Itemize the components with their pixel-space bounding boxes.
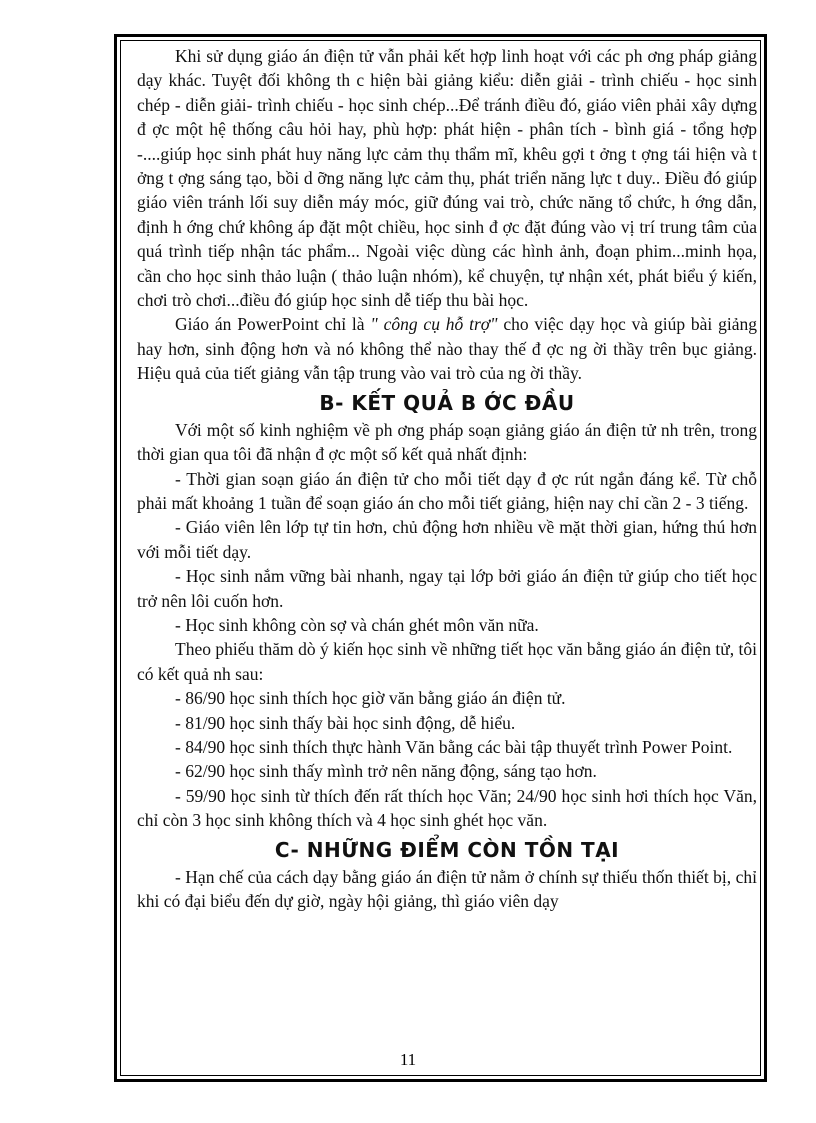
paragraph-ppt (137, 312, 757, 385)
section-heading-c: C- NHỮNG ĐIỂM CÒN TỒN TẠI (274, 837, 620, 862)
list-item: - Học sinh nắm vững bài nhanh, ngay tại lớp bởi giáo án điện tử giúp cho tiết học trở nên lôi cuốn hơn. (137, 566, 757, 611)
list-item: - Giáo viên lên lớp tự tin hơn, chủ động hơn nhiều về mặt thời gian, hứng thú hơn với mỗi tiết dạy. (137, 517, 757, 562)
italic-quote: " công cụ hỗ trợ" (370, 314, 498, 335)
list-item: - Thời gian soạn giáo án điện tử cho mỗi tiết dạy đ ợc rút ngắn đáng kể. Từ chỗ phải mất khoảng 1 tuần để soạn giáo án cho mỗi tiết giảng, hiện nay chỉ cần 2 - 3 tiếng. (137, 468, 757, 513)
paragraph: Theo phiếu thăm dò ý kiến học sinh về những tiết học văn bằng giáo án điện tử, tôi có kết quả nh sau: (137, 639, 757, 684)
page-number: 11 (399, 1050, 417, 1069)
list-item: - 81/90 học sinh thấy bài học sinh động, dễ hiểu. (175, 712, 516, 733)
list-item: - Học sinh không còn sợ và chán ghét môn văn nữa. (175, 614, 539, 635)
paragraph: Với một số kinh nghiệm về ph ơng pháp soạn giảng giáo án điện tử nh trên, trong thời gian qua tôi đã nhận đ ợc một số kết quả nhất định: (137, 419, 757, 465)
document-body (137, 44, 757, 913)
list-item: - 84/90 học sinh thích thực hành Văn bằng các bài tập thuyết trình Power Point. (175, 736, 733, 757)
paragraph-text: cho việc dạy học và giúp bài giảng hay hơn, sinh động hơn và nó không thể nào thay thế đ ợc ng ời thầy trên bục giảng. Hiệu quả của tiết giảng vẫn tập trung vào vai trò của ng ời thầy. (137, 314, 757, 384)
paragraph-text: Giáo án PowerPoint chỉ là (175, 314, 371, 335)
list-item: - Hạn chế của cách dạy bằng giáo án điện tử nằm ở chính sự thiếu thốn thiết bị, chỉ khi có đại biểu đến dự giờ, ngày hội giảng, thì giáo viên dạy (137, 866, 757, 911)
paragraph: Khi sử dụng giáo án điện tử vẫn phải kết hợp linh hoạt với các ph ơng pháp giảng dạy khác. Tuyệt đối không th c hiện bài giảng kiểu: diễn giải - trình chiếu - học sinh chép - diễn giải- trình chiếu - học sinh chép...Để tránh điều đó, giáo viên phải xây dựng đ ợc một hệ thống câu hỏi hay, phù hợp: phát hiện - phân tích - bình giá - tổng hợp -....giúp học sinh phát huy năng lực cảm thụ thẩm mĩ, khêu gợi t ởng t ợng tái hiện và t ởng t ợng sáng tạo, bồi d ỡng năng lực cảm thụ, phát triển năng lực t duy.. Điều đó giúp giáo viên tránh lối suy diễn máy móc, giữ đúng vai trò, chức năng tổ chức, h ớng dẫn, định h ớng chứ không áp đặt một chiều, học sinh đ ợc đặt đúng vào vị trí trung tâm của quá trình tiếp nhận tác phẩm... Ngoài việc dùng các hình ảnh, đoạn phim...minh họa, cần cho học sinh thảo luận ( thảo luận nhóm), kể chuyện, tự nhận xét, phát biểu ý kiến, chơi trò chơi...điều đó giúp học sinh dễ tiếp thu bài học. (137, 46, 757, 311)
list-item: - 59/90 học sinh từ thích đến rất thích học Văn; 24/90 học sinh hơi thích học Văn, chỉ còn 3 học sinh không thích và 4 học sinh ghét học văn. (137, 785, 757, 831)
list-item: - 62/90 học sinh thấy mình trở nên năng động, sáng tạo hơn. (175, 761, 597, 782)
list-item: - 86/90 học sinh thích học giờ văn bằng giáo án điện tử. (175, 688, 566, 709)
section-heading-b: B- KẾT QUẢ B ỚC ĐẦU (319, 390, 575, 415)
